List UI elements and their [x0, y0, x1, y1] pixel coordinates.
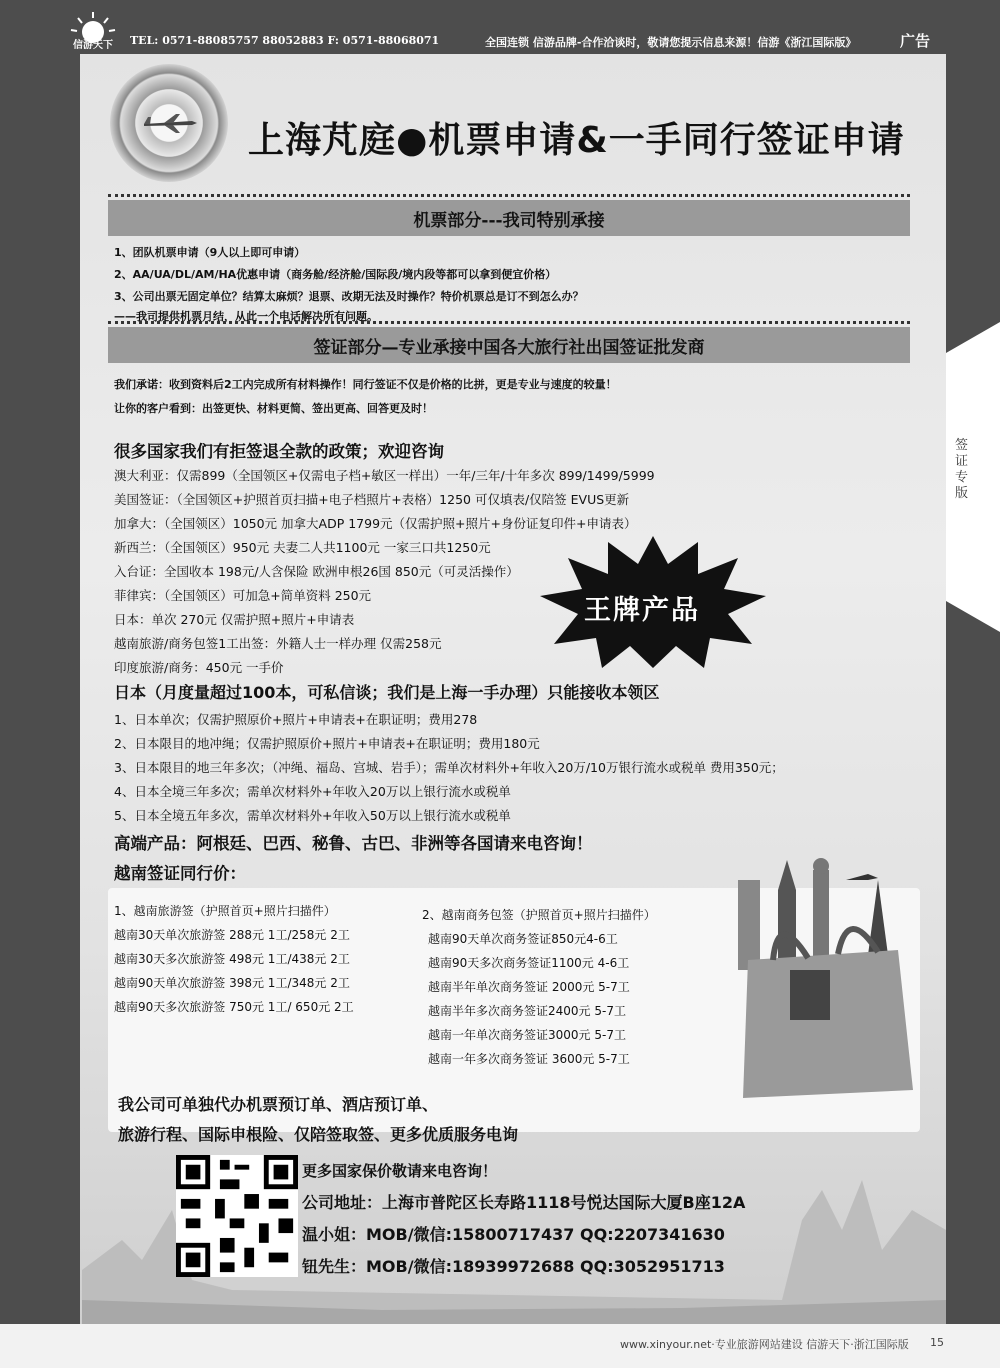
- badge-label: 王牌产品: [584, 595, 700, 626]
- vn-tourist-item: 越南30天多次旅游签 498元 1工/438元 2工: [114, 952, 350, 966]
- japan-item: 2、日本限目的地冲绳；仅需护照原价+照片+申请表+在职证明；费用180元: [114, 736, 540, 751]
- left-margin: [0, 54, 80, 1324]
- ticket-item: ——我司提供机票月结，从此一个电话解决所有问题。: [114, 310, 378, 323]
- vn-business-item: 越南90天单次商务签证850元4-6工: [428, 932, 618, 946]
- divider: [108, 194, 910, 197]
- highend-products: 高端产品：阿根廷、巴西、秘鲁、古巴、非洲等各国请来电咨询！: [114, 834, 593, 853]
- japan-item: 4、日本全境三年多次；需单次材料外+年收入20万以上银行流水或税单: [114, 784, 511, 799]
- japan-item: 1、日本单次；仅需护照原价+照片+申请表+在职证明；费用278: [114, 712, 478, 727]
- country-price: 加拿大：（全国领区）1050元 加拿大ADP 1799元（仅需护照+照片+身份证复印件+申请表）: [114, 516, 637, 531]
- ticket-item: 1、团队机票申请（9人以上即可申请）: [114, 246, 306, 259]
- ad-tag: 广告: [900, 32, 931, 50]
- country-price: 入台证：全国收本 198元/人含保险 欧洲申根26国 850元（可灵活操作）: [114, 564, 519, 579]
- travel-bag-landmarks-icon: [718, 850, 918, 1100]
- refund-policy-title: 很多国家我们有拒签退全款的政策；欢迎咨询: [114, 442, 444, 461]
- footer-text: www.xinyour.net·专业旅游网站建设 信游天下·浙江国际版: [620, 1338, 909, 1351]
- vn-business-item: 越南一年多次商务签证 3600元 5-7工: [428, 1052, 630, 1066]
- qr-code-icon: [176, 1154, 298, 1278]
- visa-section-title: 签证部分—专业承接中国各大旅行社出国签证批发商: [108, 327, 910, 363]
- vn-tourist-item: 越南90天单次旅游签 398元 1工/348元 2工: [114, 976, 350, 990]
- country-price: 美国签证：（全国领区+护照首页扫描+电子档照片+表格）1250 可仅填表/仅陪签 EVUS更新: [114, 492, 630, 507]
- ticket-item: 3、公司出票无固定单位？结算太麻烦？退票、改期无法及时操作？特价机票总是订不到怎么办？: [114, 290, 584, 303]
- visa-promise: 我们承诺：收到资料后2工内完成所有材料操作！同行签证不仅是价格的比拼，更是专业与速度的较量！: [114, 378, 617, 391]
- side-tab-label: 签证专版: [955, 438, 969, 501]
- japan-title: 日本（月度量超过100本，可私信谈；我们是上海一手办理）只能接收本领区: [114, 683, 660, 702]
- contact-person: 温小姐：MOB/微信:15800717437 QQ:2207341630: [302, 1225, 725, 1244]
- vn-tourist-item: 越南30天单次旅游签 288元 1工/258元 2工: [114, 928, 350, 942]
- vn-tourist-item: 1、越南旅游签（护照首页+照片扫描件）: [114, 904, 336, 918]
- country-price: 澳大利亚：仅需899（全国领区+仅需电子档+敏区一样出）一年/三年/十年多次 899/1499/5999: [114, 468, 655, 483]
- vn-business-item: 越南半年单次商务签证 2000元 5-7工: [428, 980, 630, 994]
- divider: [108, 321, 910, 324]
- vn-business-item: 越南一年单次商务签证3000元 5-7工: [428, 1028, 626, 1042]
- page-number: 15: [930, 1336, 944, 1349]
- top-bar: [0, 0, 1000, 54]
- airplane-icon: [142, 112, 198, 134]
- contact-person: 钮先生：MOB/微信:18939972688 QQ:3052951713: [302, 1257, 725, 1276]
- logo-text: 信游天下: [73, 40, 113, 51]
- country-price: 越南旅游/商务包签1工出签：外籍人士一样办理 仅需258元: [114, 636, 442, 651]
- header-contact: TEL: 0571-88085757 88052883 F: 0571-88068071: [130, 34, 440, 47]
- country-price: 日本：单次 270元 仅需护照+照片+申请表: [114, 612, 355, 627]
- company-address: 公司地址：上海市普陀区长寿路1118号悦达国际大厦B座12A: [302, 1193, 746, 1212]
- services-line: 旅游行程、国际申根险、仅陪签取签、更多优质服务电询: [118, 1125, 519, 1144]
- vietnam-title: 越南签证同行价：: [114, 864, 246, 883]
- vn-business-item: 2、越南商务包签（护照首页+照片扫描件）: [422, 908, 656, 922]
- japan-item: 3、日本限目的地三年多次；（冲绳、福岛、宫城、岩手）；需单次材料外+年收入20万/10万银行流水或税单 费用350元；: [114, 760, 784, 775]
- vn-business-item: 越南90天多次商务签证1100元 4-6工: [428, 956, 630, 970]
- country-price: 新西兰：（全国领区）950元 夫妻二人共1100元 一家三口共1250元: [114, 540, 491, 555]
- more-countries-note: 更多国家保价敬请来电咨询！: [302, 1162, 498, 1180]
- japan-item: 5、日本全境五年多次，需单次材料外+年收入50万以上银行流水或税单: [114, 808, 511, 823]
- headline: 上海芃庭●机票申请&一手同行签证申请: [248, 120, 905, 161]
- ticket-item: 2、AA/UA/DL/AM/HA优惠申请（商务舱/经济舱/国际段/境内段等都可以拿到便宜价格）: [114, 268, 557, 281]
- country-price: 菲律宾：（全国领区）可加急+简单资料 250元: [114, 588, 372, 603]
- visa-promise: 让你的客户看到：出签更快、材料更简、签出更高、回答更及时！: [114, 402, 433, 415]
- country-price: 印度旅游/商务：450元 一手价: [114, 660, 284, 675]
- vn-tourist-item: 越南90天多次旅游签 750元 1工/ 650元 2工: [114, 1000, 354, 1014]
- right-margin: [946, 54, 1000, 1324]
- services-line: 我公司可单独代办机票预订单、酒店预订单、: [118, 1095, 439, 1114]
- ticket-section-title: 机票部分---我司特别承接: [108, 200, 910, 236]
- vn-business-item: 越南半年多次商务签证2400元 5-7工: [428, 1004, 626, 1018]
- header-note: 全国连锁 信游品牌-合作洽谈时，敬请您提示信息来源！信游《浙江国际版》: [485, 36, 857, 49]
